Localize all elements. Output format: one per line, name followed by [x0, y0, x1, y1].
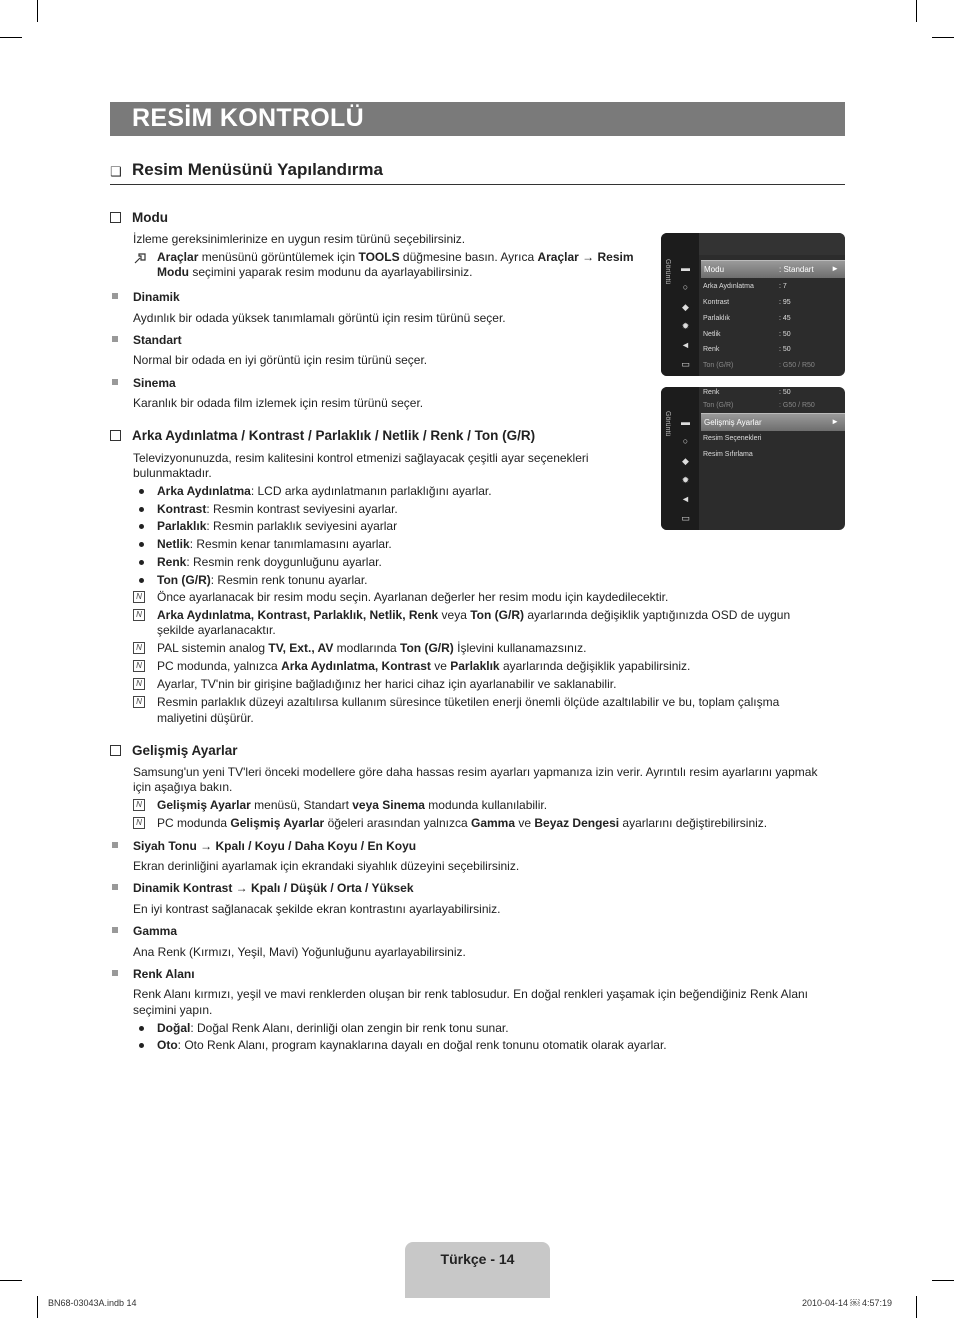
arrow-right-icon: ►: [831, 264, 839, 273]
arka-bullet: Parlaklık: Resmin parlaklık seviyesini ayarlar: [157, 519, 398, 533]
input-icon[interactable]: ◄: [681, 494, 690, 504]
support-icon[interactable]: ▭: [681, 513, 690, 523]
note-icon: N: [133, 799, 145, 811]
arka-intro-2: bulunmaktadır.: [133, 466, 212, 480]
bullet-icon: [139, 1026, 144, 1031]
osd-row-modu[interactable]: Modu : Standart ►: [701, 260, 845, 278]
arka-note-4: PC modunda, yalnızca Arka Aydınlatma, Kontrast ve Parlaklık ayarlarında değişiklik yapabilirsiniz.: [157, 659, 691, 673]
renk-alani-desc-2: seçimini yapın.: [133, 1003, 213, 1017]
setup-gear-icon[interactable]: ✹: [681, 475, 690, 485]
osd-side-label: Görüntü: [664, 411, 671, 437]
gamma-heading: Gamma: [133, 924, 178, 938]
picture-icon[interactable]: ▬: [681, 417, 690, 427]
dinamik-kontrast-desc: En iyi kontrast sağlanacak şekilde ekran kontrastını ayarlayabilirsiniz.: [133, 902, 501, 916]
renk-alani-heading: Renk Alanı: [133, 967, 195, 981]
osd-row[interactable]: Arka Aydınlatma : 7: [703, 283, 787, 290]
arka-note-5: Ayarlar, TV'nin bir girişine bağladığınız her harici cihaz için ayarlanabilir ve saklanabilir.: [157, 677, 617, 691]
mode-desc: Karanlık bir odada film izlemek için resim türünü seçer.: [133, 396, 424, 410]
support-icon[interactable]: ▭: [681, 359, 690, 369]
square-bullet-icon: [112, 379, 118, 385]
gelismis-intro-1: Samsung'un yeni TV'leri önceki modellere göre daha hassas resim ayarları yapmanıza izin verir. Ayrıntılı resim ayarlarını yapmak: [133, 765, 818, 779]
arka-note-6: Resmin parlaklık düzeyi azaltılırsa kullanım süresince tüketilen enerji önemli ölçüde azaltılabilir ve bu, toplam çalışma: [157, 695, 780, 709]
note-icon: N: [133, 678, 145, 690]
mode-name: Standart: [133, 333, 182, 347]
modu-tools-line2: Modu seçimini yaparak resim modunu da ayarlayabilirsiniz.: [157, 265, 473, 279]
square-bullet-icon: [112, 970, 118, 976]
picture-icon[interactable]: ▬: [681, 263, 690, 273]
channel-icon[interactable]: ◆: [682, 456, 689, 466]
crop-mark: [916, 1296, 917, 1318]
crop-mark: [37, 0, 38, 22]
osd-row[interactable]: Renk : 50: [703, 389, 791, 396]
channel-icon[interactable]: ◆: [682, 302, 689, 312]
osd-row[interactable]: Kontrast : 95: [703, 299, 791, 306]
arka-bullet: Arka Aydınlatma: LCD arka aydınlatmanın parlaklığını ayarlar.: [157, 484, 492, 498]
square-bullet-icon: [112, 884, 118, 890]
renk-bullet-dogal: Doğal: Doğal Renk Alanı, derinliği olan zengin bir renk tonu sunar.: [157, 1021, 509, 1035]
note-icon: N: [133, 642, 145, 654]
print-info-left: BN68-03043A.indb 14: [48, 1298, 137, 1308]
mode-name: Sinema: [133, 376, 176, 390]
setup-gear-icon[interactable]: ✹: [681, 321, 690, 331]
siyah-heading: Siyah Tonu → Kpalı / Koyu / Daha Koyu / En Koyu: [133, 839, 417, 853]
osd-picture-menu: [661, 233, 845, 376]
crop-mark: [0, 37, 22, 38]
bullet-icon: [139, 1043, 144, 1048]
arka-intro-1: Televizyonunuzda, resim kalitesini kontrol etmenizi sağlayacak çeşitli ayar seçenekleri: [133, 451, 589, 465]
osd-row[interactable]: Renk : 50: [703, 346, 791, 353]
square-bullet-icon: [112, 842, 118, 848]
crop-mark: [37, 1296, 38, 1318]
bullet-icon: [139, 524, 144, 529]
checkbox-icon: [110, 745, 121, 756]
section-square-icon: ❑: [110, 164, 122, 179]
arka-note-3: PAL sistemin analog TV, Ext., AV modlarında Ton (G/R) İşlevini kullanamazsınız.: [157, 641, 587, 655]
crop-mark: [932, 1280, 954, 1281]
arka-bullet: Renk: Resmin renk doygunluğunu ayarlar.: [157, 555, 382, 569]
osd-row[interactable]: Parlaklık : 45: [703, 315, 791, 322]
bullet-icon: [139, 578, 144, 583]
arka-heading: Arka Aydınlatma / Kontrast / Parlaklık / Netlik / Renk / Ton (G/R): [110, 428, 535, 443]
input-icon[interactable]: ◄: [681, 340, 690, 350]
gelismis-note-2: PC modunda Gelişmiş Ayarlar öğeleri arasından yalnızca Gamma ve Beyaz Dengesi ayarlarını değiştirebilirsiniz.: [157, 816, 768, 830]
note-icon: N: [133, 817, 145, 829]
bullet-icon: [139, 489, 144, 494]
osd-row[interactable]: Netlik : 50: [703, 331, 791, 338]
renk-alani-desc-1: Renk Alanı kırmızı, yeşil ve mavi renklerden oluşan bir renk tablosudur. En doğal renkleri yaşamak için beğendiğiniz Renk Alanı: [133, 987, 809, 1001]
mode-name: Dinamik: [133, 290, 180, 304]
gelismis-intro-2: için aşağıya bakın.: [133, 780, 233, 794]
crop-mark: [0, 1280, 22, 1281]
arka-bullet: Ton (G/R): Resmin renk tonunu ayarlar.: [157, 573, 368, 587]
bullet-icon: [139, 560, 144, 565]
gelismis-heading: Gelişmiş Ayarlar: [110, 743, 238, 758]
page-title: RESİM KONTROLÜ: [132, 104, 364, 132]
osd-row[interactable]: Ton (G/R) : G50 / R50: [703, 402, 815, 409]
page-title-bar: [110, 102, 845, 136]
osd-row[interactable]: Resim Seçenekleri: [703, 435, 762, 442]
osd-row-gelismis[interactable]: Gelişmiş Ayarlar ►: [701, 413, 845, 431]
page-number: Türkçe - 14: [440, 1251, 515, 1267]
dinamik-kontrast-heading: Dinamik Kontrast → Kpalı / Düşük / Orta / Yüksek: [133, 881, 414, 895]
note-icon: N: [133, 660, 145, 672]
osd-row[interactable]: Ton (G/R) : G50 / R50: [703, 362, 815, 369]
arka-bullet: Kontrast: Resmin kontrast seviyesini ayarlar.: [157, 502, 398, 516]
arka-note-6b: maliyetini düşürür.: [157, 711, 254, 725]
note-icon: N: [133, 591, 145, 603]
bullet-icon: [139, 507, 144, 512]
tools-icon: [133, 251, 147, 263]
arka-note-2b: şekilde ayarlanacaktır.: [157, 623, 276, 637]
sound-icon[interactable]: ○: [682, 436, 689, 446]
osd-row[interactable]: Resim Sıfırlama: [703, 451, 753, 458]
mode-desc: Aydınlık bir odada yüksek tanımlamalı görüntü için resim türünü seçer.: [133, 311, 506, 325]
arrow-right-icon: ►: [831, 417, 839, 426]
section-title: Resim Menüsünü Yapılandırma: [132, 160, 383, 179]
osd-top-strip: [699, 233, 845, 255]
modu-heading: Modu: [110, 210, 168, 225]
page-number-tab: [405, 1242, 550, 1298]
square-bullet-icon: [112, 336, 118, 342]
osd-side-label: Görüntü: [664, 259, 671, 285]
print-info-right: 2010-04-14 ￼ 4:57:19: [802, 1298, 893, 1308]
bullet-icon: [139, 542, 144, 547]
siyah-desc: Ekran derinliğini ayarlamak için ekrandaki siyahlık düzeyini seçebilirsiniz.: [133, 859, 520, 873]
arka-note-1: Önce ayarlanacak bir resim modu seçin. Ayarlanan değerler her resim modu için kaydedilecektir.: [157, 590, 669, 604]
square-bullet-icon: [112, 927, 118, 933]
arka-bullet: Netlik: Resmin kenar tanımlamasını ayarlar.: [157, 537, 392, 551]
renk-bullet-oto: Oto: Oto Renk Alanı, program kaynaklarına dayalı en doğal renk tonunu otomatik olarak ayarlar.: [157, 1038, 667, 1052]
section-header: [110, 158, 845, 185]
modu-tools-line1: Araçlar menüsünü görüntülemek için TOOLS düğmesine basın. Ayrıca Araçlar → Resim: [157, 250, 634, 264]
modu-intro: İzleme gereksinimlerinize en uygun resim türünü seçebilirsiniz.: [133, 232, 466, 246]
gamma-desc: Ana Renk (Kırmızı, Yeşil, Mavi) Yoğunluğunu ayarlayabilirsiniz.: [133, 945, 466, 959]
checkbox-icon: [110, 212, 121, 223]
crop-mark: [932, 37, 954, 38]
mode-desc: Normal bir odada en iyi görüntü için resim türünü seçer.: [133, 353, 428, 367]
square-bullet-icon: [112, 293, 118, 299]
osd-advanced-menu: [661, 387, 845, 530]
gelismis-note-1: Gelişmiş Ayarlar menüsü, Standart veya Sinema modunda kullanılabilir.: [157, 798, 548, 812]
note-icon: N: [133, 696, 145, 708]
arka-note-2: Arka Aydınlatma, Kontrast, Parlaklık, Netlik, Renk veya Ton (G/R) ayarlarında değişiklik yaptığınızda OSD de uygun: [157, 608, 791, 622]
crop-mark: [916, 0, 917, 22]
sound-icon[interactable]: ○: [682, 282, 689, 292]
checkbox-icon: [110, 430, 121, 441]
note-icon: N: [133, 609, 145, 621]
